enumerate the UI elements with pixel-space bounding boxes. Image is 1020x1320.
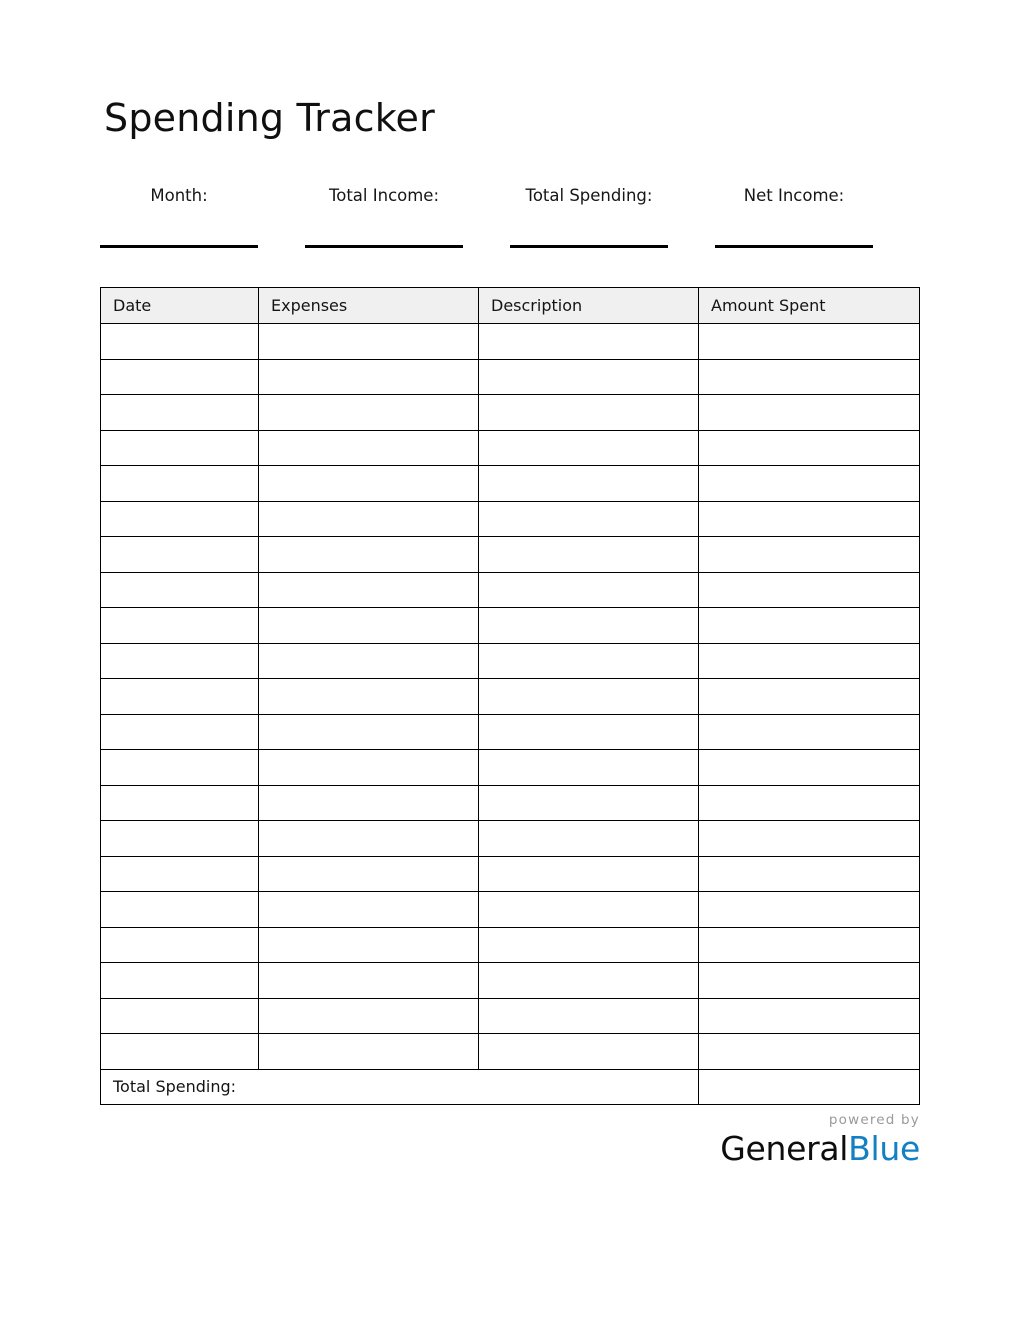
table-cell[interactable]: [259, 643, 479, 679]
table-cell[interactable]: [259, 750, 479, 786]
table-cell[interactable]: [699, 679, 920, 715]
table-row: [101, 679, 920, 715]
table-cell[interactable]: [699, 927, 920, 963]
table-cell[interactable]: [259, 679, 479, 715]
table-cell[interactable]: [101, 430, 259, 466]
table-cell[interactable]: [699, 324, 920, 360]
generalblue-logo: [720, 1112, 920, 1168]
table-cell[interactable]: [101, 821, 259, 857]
summary-field-total-spending: [510, 178, 715, 256]
table-row: [101, 359, 920, 395]
table-cell[interactable]: [259, 501, 479, 537]
table-row: [101, 324, 920, 360]
table-cell[interactable]: [479, 501, 699, 537]
table-cell[interactable]: [479, 963, 699, 999]
table-cell[interactable]: [479, 430, 699, 466]
logo-wordmark: [720, 1128, 920, 1168]
table-row: [101, 572, 920, 608]
table-row: [101, 1034, 920, 1070]
table-cell[interactable]: [699, 572, 920, 608]
table-cell[interactable]: [479, 572, 699, 608]
table-row: [101, 963, 920, 999]
total-spending-label: Total Spending:: [101, 1069, 699, 1105]
table-footer: [101, 1069, 920, 1105]
table-cell[interactable]: [101, 572, 259, 608]
table-cell[interactable]: [699, 1034, 920, 1070]
table-cell[interactable]: [101, 324, 259, 360]
table-row: [101, 998, 920, 1034]
table-row: [101, 821, 920, 857]
summary-write-line-month[interactable]: [100, 245, 258, 248]
table-cell[interactable]: [699, 430, 920, 466]
table-cell[interactable]: [101, 856, 259, 892]
table-cell[interactable]: [699, 714, 920, 750]
table-row: [101, 785, 920, 821]
table-cell[interactable]: [259, 608, 479, 644]
table-cell[interactable]: [479, 1034, 699, 1070]
table-cell[interactable]: [101, 1034, 259, 1070]
table-cell[interactable]: [699, 537, 920, 573]
table-cell[interactable]: [259, 572, 479, 608]
table-cell[interactable]: [101, 998, 259, 1034]
table-cell[interactable]: [101, 608, 259, 644]
table-cell[interactable]: [479, 821, 699, 857]
table-cell[interactable]: [259, 963, 479, 999]
table-cell[interactable]: [259, 927, 479, 963]
table-cell[interactable]: [479, 714, 699, 750]
summary-label-month: Month:: [150, 186, 208, 205]
table-cell[interactable]: [101, 466, 259, 502]
table-cell[interactable]: [101, 927, 259, 963]
column-header-amount-spent: Amount Spent: [699, 288, 920, 324]
table-cell[interactable]: [479, 395, 699, 431]
table-cell[interactable]: [259, 466, 479, 502]
logo-word-blue: Blue: [848, 1128, 920, 1168]
table-cell[interactable]: [699, 892, 920, 928]
logo-word-general: General: [720, 1128, 849, 1168]
table-cell[interactable]: [479, 927, 699, 963]
table-row: [101, 395, 920, 431]
table-cell[interactable]: [259, 714, 479, 750]
table-cell[interactable]: [101, 501, 259, 537]
table-cell[interactable]: [699, 643, 920, 679]
summary-field-total-income: [305, 178, 510, 256]
table-cell[interactable]: [699, 395, 920, 431]
table-row: [101, 466, 920, 502]
table-header-row: [101, 288, 920, 324]
table-cell[interactable]: [101, 359, 259, 395]
table-cell[interactable]: [699, 501, 920, 537]
table-cell[interactable]: [479, 537, 699, 573]
spending-entries-table: [100, 287, 920, 1105]
table-cell[interactable]: [101, 537, 259, 573]
logo-powered-by-text: powered by: [828, 1112, 920, 1128]
table-row: [101, 750, 920, 786]
table-header: [101, 288, 920, 324]
table-cell[interactable]: [699, 963, 920, 999]
table-cell[interactable]: [699, 750, 920, 786]
table-cell[interactable]: [479, 998, 699, 1034]
summary-write-line-net-income[interactable]: [715, 245, 873, 248]
table-cell[interactable]: [101, 963, 259, 999]
table-cell[interactable]: [101, 892, 259, 928]
table-cell[interactable]: [699, 466, 920, 502]
column-header-description: Description: [479, 288, 699, 324]
table-row: [101, 643, 920, 679]
table-row: [101, 892, 920, 928]
summary-field-net-income: [715, 178, 920, 256]
table-cell[interactable]: [479, 324, 699, 360]
table-cell[interactable]: [259, 856, 479, 892]
table-cell[interactable]: [479, 856, 699, 892]
table-cell[interactable]: [699, 608, 920, 644]
table-cell[interactable]: [101, 714, 259, 750]
table-cell[interactable]: [259, 998, 479, 1034]
table-row: [101, 856, 920, 892]
total-spending-value-cell[interactable]: [699, 1069, 920, 1105]
table-cell[interactable]: [479, 608, 699, 644]
table-row: [101, 430, 920, 466]
summary-field-month: [100, 178, 305, 256]
total-spending-row: [101, 1069, 920, 1105]
table-row: [101, 537, 920, 573]
table-cell[interactable]: [101, 395, 259, 431]
table-cell[interactable]: [259, 785, 479, 821]
table-row: [101, 927, 920, 963]
table-cell[interactable]: [259, 892, 479, 928]
table-cell[interactable]: [699, 785, 920, 821]
table-cell[interactable]: [101, 750, 259, 786]
table-cell[interactable]: [101, 785, 259, 821]
summary-label-total-spending: Total Spending:: [525, 186, 653, 205]
table-cell[interactable]: [699, 821, 920, 857]
summary-write-line-total-income[interactable]: [305, 245, 463, 248]
table-cell[interactable]: [101, 679, 259, 715]
table-cell[interactable]: [479, 785, 699, 821]
table-cell[interactable]: [259, 324, 479, 360]
table-row: [101, 714, 920, 750]
table-cell[interactable]: [259, 359, 479, 395]
table-cell[interactable]: [479, 750, 699, 786]
table-cell[interactable]: [479, 679, 699, 715]
page-title: Spending Tracker: [104, 96, 435, 140]
table-cell[interactable]: [699, 998, 920, 1034]
table-row: [101, 501, 920, 537]
table-cell[interactable]: [479, 466, 699, 502]
column-header-expenses: Expenses: [259, 288, 479, 324]
summary-write-line-total-spending[interactable]: [510, 245, 668, 248]
table-cell[interactable]: [699, 856, 920, 892]
summary-label-net-income: Net Income:: [743, 186, 845, 205]
table-cell[interactable]: [259, 395, 479, 431]
summary-fields-row: [100, 178, 920, 256]
table-cell[interactable]: [259, 1034, 479, 1070]
table-cell[interactable]: [699, 359, 920, 395]
table-cell[interactable]: [479, 892, 699, 928]
table-cell[interactable]: [101, 643, 259, 679]
table-body: [101, 324, 920, 1070]
summary-label-total-income: Total Income:: [328, 186, 440, 205]
table-row: [101, 608, 920, 644]
table-cell[interactable]: [479, 643, 699, 679]
table-cell[interactable]: [479, 359, 699, 395]
column-header-date: Date: [101, 288, 259, 324]
table-cell[interactable]: [259, 430, 479, 466]
table-cell[interactable]: [259, 537, 479, 573]
table-cell[interactable]: [259, 821, 479, 857]
